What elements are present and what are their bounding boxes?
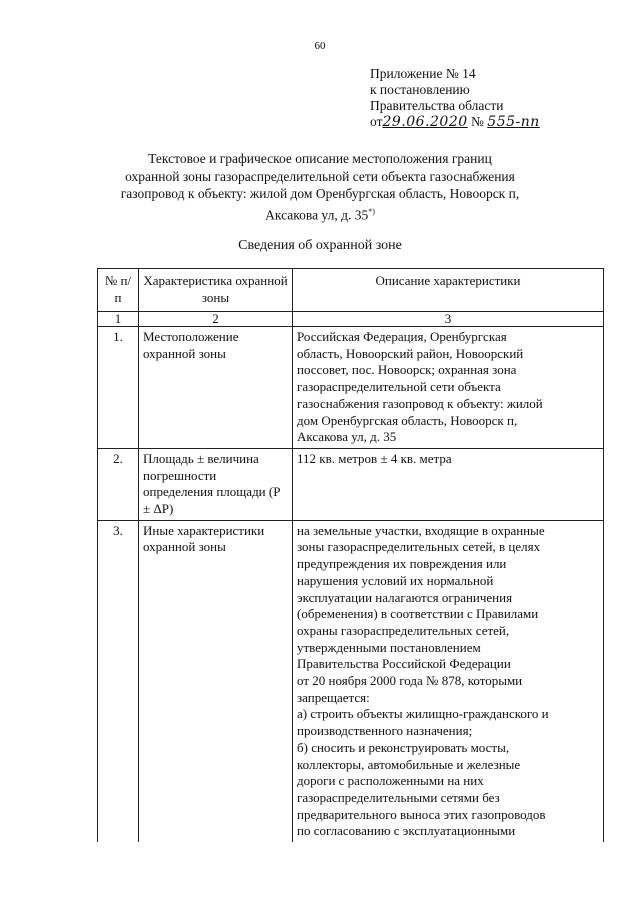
appendix-line-2: к постановлению [370, 82, 470, 97]
appendix-block [370, 66, 540, 130]
description-line: Правительства Российской Федерации [297, 656, 511, 672]
header-number: № п/п [98, 269, 139, 312]
column-number-2: 2 [139, 312, 293, 327]
row-number: 3. [98, 520, 139, 842]
description-line: (обременения) в соответствии с Правилами [297, 606, 539, 622]
description-line: газораспределительными сетями без [297, 789, 500, 805]
description-line: а) строить объекты жилищно-гражданского и [297, 706, 549, 722]
description-line: производственного назначения; [297, 723, 473, 739]
description-line: дом Оренбургская область, Новоорск п, [297, 412, 518, 428]
header-description: Описание характеристики [293, 269, 604, 312]
row-characteristic: Площадь ± величина погрешности определения площади (P ± ΔP) [139, 448, 293, 520]
description-line: утвержденными постановлением [297, 639, 481, 655]
description-line: нарушения условий их нормальной [297, 572, 494, 588]
description-line: от 20 ноября 2000 года № 878, которыми [297, 673, 523, 689]
heading-line-2: охранной зоны газораспределительной сети объекта газоснабжения [125, 168, 515, 184]
description-line: запрещается: [297, 689, 370, 705]
appendix-date-line [370, 114, 540, 130]
row-number: 1. [98, 327, 139, 449]
description-line: Российская Федерация, Оренбургская [297, 329, 507, 344]
appendix-line-3: Правительства области [370, 98, 504, 113]
page-number: 60 [314, 40, 326, 52]
table-row [98, 327, 604, 449]
row-description [293, 327, 604, 449]
row-characteristic: Местоположение охранной зоны [139, 327, 293, 449]
description-line: зоны газораспределительных сетей, в целях [297, 539, 541, 555]
row-number: 2. [98, 448, 139, 520]
handwritten-number: 555-пп [487, 114, 540, 130]
description-line: охраны газораспределительных сетей, [297, 622, 510, 638]
table-row [98, 448, 604, 520]
description-line: поссовет, пос. Новоорск; охранная зона [297, 362, 517, 378]
row-characteristic: Иные характеристики охранной зоны [139, 520, 293, 842]
description-line: 112 кв. метров ± 4 кв. метра [297, 450, 452, 466]
heading-line-3: газопровод к объекту: жилой дом Оренбургская область, Новоорск п, [120, 186, 520, 201]
heading-line-1: Текстовое и графическое описание местоположения границ [148, 151, 492, 166]
row-description [293, 448, 604, 520]
column-number-1: 1 [98, 312, 139, 327]
section-subtitle: Сведения об охранной зоне [238, 238, 402, 253]
date-prefix: от [370, 114, 383, 129]
description-line: газораспределительной сети объекта [297, 379, 501, 395]
description-line: Аксакова ул, д. 35 [297, 429, 397, 445]
appendix-title: Приложение № 14 [370, 66, 476, 81]
description-line: предварительного выноса этих газопроводов [297, 806, 546, 822]
description-line: дороги с расположенными на них [297, 773, 484, 789]
header-characteristic: Характеристика охранной зоны [139, 269, 293, 312]
description-line: коллекторы, автомобильные и железные [297, 756, 521, 772]
handwritten-date: 29.06.2020 [382, 114, 468, 130]
heading-address: Аксакова ул, д. 35 [265, 207, 369, 222]
description-line: газоснабжения газопровод к объекту: жилой [297, 395, 543, 411]
column-number-3: 3 [293, 312, 604, 327]
table-row [98, 520, 604, 842]
description-line: на земельные участки, входящие в охранные [297, 522, 545, 538]
description-line: эксплуатации налагаются ограничения [297, 589, 513, 605]
number-prefix: № [471, 114, 484, 129]
table-header-row [98, 269, 604, 312]
footnote-mark: *) [368, 206, 375, 216]
row-description [293, 520, 604, 842]
document-heading [0, 150, 640, 224]
description-line: по согласованию с эксплуатационными [297, 823, 516, 839]
description-line: область, Новоорский район, Новоорский [297, 345, 524, 361]
description-line: предупреждения их повреждения или [297, 556, 507, 572]
zone-info-table [97, 268, 604, 842]
description-line: б) сносить и реконструировать мосты, [297, 739, 510, 755]
column-number-row [98, 312, 604, 327]
heading-line-4 [0, 203, 640, 224]
